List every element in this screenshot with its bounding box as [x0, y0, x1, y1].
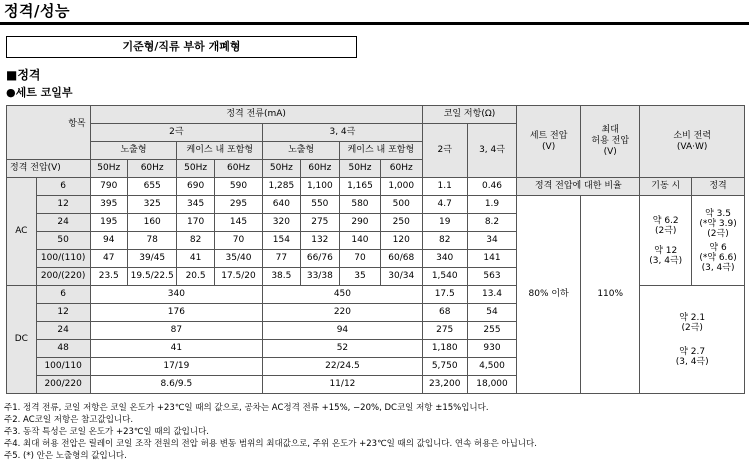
rated-current-header: 정격 전류(mA): [90, 106, 422, 124]
value-cell: 160: [127, 214, 176, 232]
coil-34pole-header: 3, 4극: [467, 124, 517, 178]
pole34-header: 3, 4극: [263, 124, 423, 142]
value-cell: 66/76: [300, 250, 340, 268]
rated-header: 정격: [692, 178, 745, 196]
startup-header: 기동 시: [640, 178, 692, 196]
value-cell: 52: [263, 340, 423, 358]
footnote: 주5. (*) 안은 노출형의 값입니다.: [4, 451, 127, 461]
value-cell: 275: [300, 214, 340, 232]
voltage-cell: 12: [36, 304, 90, 322]
value-cell: 563: [467, 268, 517, 286]
value-cell: 17/19: [90, 358, 263, 376]
value-cell: 220: [263, 304, 423, 322]
value-cell: 340: [90, 286, 263, 304]
value-cell: 11/12: [263, 376, 423, 394]
value-cell: 20.5: [177, 268, 214, 286]
value-cell: 1.1: [422, 178, 467, 196]
case-inner-header: 케이스 내 포함형: [340, 142, 423, 160]
value-cell: 19: [422, 214, 467, 232]
value-cell: 580: [340, 196, 381, 214]
value-cell: 94: [263, 322, 423, 340]
hz-header: 50Hz: [177, 160, 214, 178]
value-cell: 290: [340, 214, 381, 232]
value-cell: 690: [177, 178, 214, 196]
ratio-header: 정격 전압에 대한 비율: [517, 178, 640, 196]
item-header-cell: 항목: [7, 106, 91, 160]
hz-header: 60Hz: [300, 160, 340, 178]
value-cell: 22/24.5: [263, 358, 423, 376]
max-voltage-header: 최대 허용 전압 (V): [581, 106, 640, 178]
value-cell: 41: [177, 250, 214, 268]
value-cell: 60/68: [380, 250, 422, 268]
voltage-cell: 200/(220): [36, 268, 90, 286]
voltage-cell: 24: [36, 322, 90, 340]
exposed-header: 노출형: [90, 142, 177, 160]
dc-label: DC: [7, 286, 37, 394]
voltage-cell: 24: [36, 214, 90, 232]
value-cell: 1,100: [300, 178, 340, 196]
value-cell: 320: [263, 214, 300, 232]
footnote: 주1. 정격 전류, 코일 저항은 코일 온도가 +23℃일 때의 값으로, 공차는 AC정격 전류 +15%, −20%, DC코일 저항 ±15%입니다.: [4, 403, 489, 413]
value-cell: 8.2: [467, 214, 517, 232]
footnote: 주3. 동작 특성은 코일 온도가 +23℃일 때의 값입니다.: [4, 427, 210, 437]
value-cell: 70: [340, 250, 381, 268]
value-cell: 18,000: [467, 376, 517, 394]
value-cell: 255: [467, 322, 517, 340]
value-cell: 1.9: [467, 196, 517, 214]
case-inner-header: 케이스 내 포함형: [177, 142, 263, 160]
value-cell: 340: [422, 250, 467, 268]
ac-label: AC: [7, 178, 37, 286]
value-cell: 325: [127, 196, 176, 214]
value-cell: 33/38: [300, 268, 340, 286]
value-cell: 132: [300, 232, 340, 250]
value-cell: 68: [422, 304, 467, 322]
hz-header: 60Hz: [380, 160, 422, 178]
voltage-cell: 12: [36, 196, 90, 214]
value-cell: 790: [90, 178, 127, 196]
hz-header: 60Hz: [127, 160, 176, 178]
value-cell: 78: [127, 232, 176, 250]
value-cell: 1,180: [422, 340, 467, 358]
voltage-cell: 48: [36, 340, 90, 358]
value-cell: 1,285: [263, 178, 300, 196]
value-cell: 82: [177, 232, 214, 250]
value-cell: 640: [263, 196, 300, 214]
value-cell: 170: [177, 214, 214, 232]
value-cell: 590: [214, 178, 262, 196]
ac-startup-power: 약 6.2 (2극) 약 12 (3, 4극): [640, 196, 692, 286]
value-cell: 295: [214, 196, 262, 214]
value-cell: 8.6/9.5: [90, 376, 263, 394]
section-heading: ■정격: [6, 68, 41, 82]
value-cell: 500: [380, 196, 422, 214]
rating-table: [6, 105, 745, 394]
value-cell: 250: [380, 214, 422, 232]
value-cell: 154: [263, 232, 300, 250]
value-cell: 345: [177, 196, 214, 214]
footnotes: [4, 402, 537, 462]
value-cell: 30/34: [380, 268, 422, 286]
subsection-heading: ●세트 코일부: [6, 86, 73, 99]
value-cell: 195: [90, 214, 127, 232]
value-cell: 5,750: [422, 358, 467, 376]
value-cell: 70: [214, 232, 262, 250]
value-cell: 1,165: [340, 178, 381, 196]
voltage-cell: 6: [36, 178, 90, 196]
value-cell: 39/45: [127, 250, 176, 268]
value-cell: 275: [422, 322, 467, 340]
value-cell: 35/40: [214, 250, 262, 268]
set-voltage-value: 80% 이하: [517, 196, 581, 394]
page-title: 정격/성능: [4, 2, 70, 20]
voltage-cell: 200/220: [36, 376, 90, 394]
value-cell: 1,000: [380, 178, 422, 196]
hz-header: 60Hz: [214, 160, 262, 178]
value-cell: 550: [300, 196, 340, 214]
set-voltage-header: 세트 전압 (V): [517, 106, 581, 178]
voltage-cell: 100/(110): [36, 250, 90, 268]
hz-header: 50Hz: [90, 160, 127, 178]
value-cell: 35: [340, 268, 381, 286]
value-cell: 145: [214, 214, 262, 232]
product-type-box: 기준형/직류 부하 개폐형: [6, 36, 357, 58]
footnote: 주2. AC코일 저항은 참고값입니다.: [4, 415, 134, 425]
value-cell: 13.4: [467, 286, 517, 304]
value-cell: 0.46: [467, 178, 517, 196]
value-cell: 54: [467, 304, 517, 322]
hz-header: 50Hz: [263, 160, 300, 178]
value-cell: 23,200: [422, 376, 467, 394]
coil-2pole-header: 2극: [422, 124, 467, 178]
value-cell: 17.5/20: [214, 268, 262, 286]
value-cell: 4,500: [467, 358, 517, 376]
footnote: 주4. 최대 허용 전압은 릴레이 코일 조작 전원의 전압 허용 변동 범위의 최대값으로, 주위 온도가 +23℃일 때의 값입니다. 연속 허용은 아닙니다.: [4, 439, 537, 449]
value-cell: 140: [340, 232, 381, 250]
value-cell: 4.7: [422, 196, 467, 214]
power-header: 소비 전력 (VA·W): [640, 106, 745, 178]
value-cell: 19.5/22.5: [127, 268, 176, 286]
voltage-cell: 6: [36, 286, 90, 304]
value-cell: 87: [90, 322, 263, 340]
value-cell: 1,540: [422, 268, 467, 286]
max-voltage-value: 110%: [581, 196, 640, 394]
pole2-header: 2극: [90, 124, 263, 142]
value-cell: 655: [127, 178, 176, 196]
voltage-cell: 50: [36, 232, 90, 250]
value-cell: 17.5: [422, 286, 467, 304]
voltage-cell: 100/110: [36, 358, 90, 376]
value-cell: 176: [90, 304, 263, 322]
exposed-header: 노출형: [263, 142, 340, 160]
hz-header: 50Hz: [340, 160, 381, 178]
value-cell: 930: [467, 340, 517, 358]
value-cell: 82: [422, 232, 467, 250]
value-cell: 395: [90, 196, 127, 214]
value-cell: 38.5: [263, 268, 300, 286]
ac-rated-power: 약 3.5 (*약 3.9) (2극) 약 6 (*약 6.6) (3, 4극): [692, 196, 745, 286]
coil-resistance-header: 코일 저항(Ω): [422, 106, 517, 124]
title-divider: [0, 22, 749, 25]
dc-power: 약 2.1 (2극) 약 2.7 (3, 4극): [640, 286, 745, 394]
value-cell: 94: [90, 232, 127, 250]
value-cell: 47: [90, 250, 127, 268]
value-cell: 41: [90, 340, 263, 358]
value-cell: 77: [263, 250, 300, 268]
rated-voltage-header: 정격 전압(V): [7, 160, 91, 178]
value-cell: 141: [467, 250, 517, 268]
value-cell: 23.5: [90, 268, 127, 286]
value-cell: 120: [380, 232, 422, 250]
value-cell: 34: [467, 232, 517, 250]
value-cell: 450: [263, 286, 423, 304]
